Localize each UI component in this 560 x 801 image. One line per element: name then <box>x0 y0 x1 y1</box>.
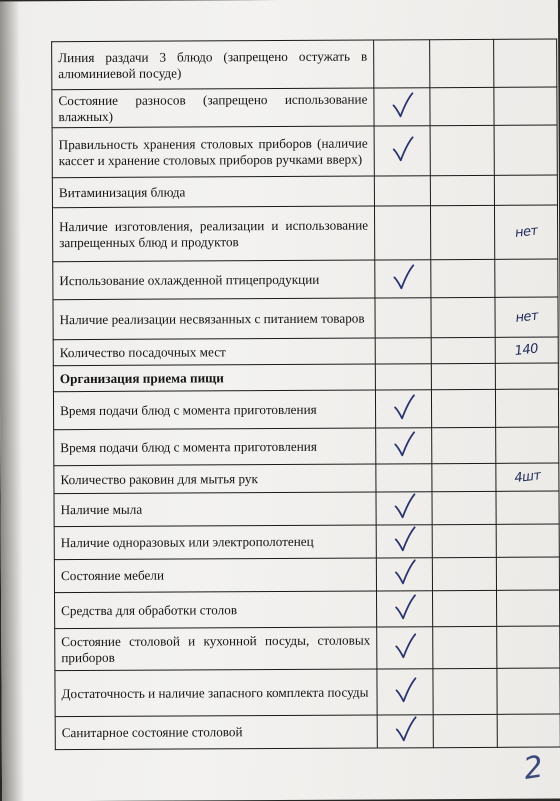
check-cell <box>376 492 432 525</box>
handwritten-note: 4шт <box>513 468 542 487</box>
checkmark-icon <box>392 525 416 553</box>
note-cell <box>494 205 557 259</box>
criterion-label: Количество раковин для мытья рук <box>54 464 376 494</box>
note-cell <box>497 668 560 714</box>
checkmark-icon <box>393 676 417 704</box>
criterion-label: Наличие реализации несвязанных с питанием товаров <box>53 298 375 340</box>
table-row <box>53 389 558 430</box>
criterion-label: Витаминизация блюда <box>52 176 374 208</box>
criterion-label: Санитарное состояние столовой <box>55 715 377 750</box>
note-cell <box>496 491 559 524</box>
criterion-label: Состояние столовой и кухонной посуды, столовых приборов <box>55 627 377 671</box>
criterion-label: Правильность хранения столовых приборов (наличие кассет и хранение столовых приборов ручками вверх) <box>52 126 374 178</box>
page-edge-shadow <box>0 1 24 801</box>
note-cell <box>496 590 559 626</box>
table-row <box>55 714 560 750</box>
checkmark-icon <box>392 430 416 458</box>
note-cell <box>494 39 557 87</box>
check-cell <box>374 126 430 176</box>
note-cell <box>496 427 559 463</box>
criterion-label: Использование охлажденной птицепродукции <box>53 260 375 300</box>
criterion-label: Наличие одноразовых или электрополотенец <box>54 525 376 560</box>
checkmark-icon <box>392 492 416 520</box>
empty-cell <box>430 125 494 175</box>
checklist-table <box>51 39 560 751</box>
check-cell <box>374 206 430 260</box>
empty-cell <box>430 87 494 125</box>
table-row <box>54 491 559 527</box>
note-cell <box>494 87 557 125</box>
criterion-label: Наличие мыла <box>54 492 376 527</box>
checkmark-icon <box>393 632 417 660</box>
check-cell <box>375 390 431 428</box>
checkmark-icon <box>393 715 417 743</box>
note-cell <box>496 463 559 491</box>
note-cell <box>495 389 558 427</box>
empty-cell <box>432 463 496 491</box>
empty-cell <box>431 363 495 389</box>
criterion-label: Достаточность и наличие запасного комплекта посуды <box>55 669 377 717</box>
table-row <box>52 175 557 208</box>
table-row <box>52 87 557 128</box>
criterion-label: Линия раздачи 3 блюдо (запрещено остужать в алюминиевой посуде) <box>52 40 374 90</box>
handwritten-note: нет <box>514 223 539 241</box>
table-row <box>53 259 558 300</box>
check-cell <box>377 669 433 715</box>
check-cell <box>375 260 431 298</box>
criterion-label: Количество посадочных мест <box>53 338 375 366</box>
empty-cell <box>432 524 496 557</box>
empty-cell <box>430 205 494 259</box>
table-row <box>54 557 559 593</box>
empty-cell <box>431 337 495 363</box>
empty-cell <box>433 668 497 714</box>
check-cell <box>376 558 432 591</box>
checkmark-icon <box>390 91 414 119</box>
note-cell <box>494 175 557 205</box>
check-cell <box>376 428 432 464</box>
check-cell <box>375 298 431 338</box>
check-cell <box>377 715 433 748</box>
empty-cell <box>430 175 494 205</box>
table-row <box>52 205 557 262</box>
criterion-label: Время подачи блюд с момента приготовления <box>54 428 376 466</box>
note-cell <box>497 714 560 747</box>
empty-cell <box>430 39 494 87</box>
note-cell <box>495 297 558 337</box>
table-row <box>54 427 559 466</box>
criterion-label: Состояние разносов (запрещено использование влажных) <box>52 88 374 128</box>
empty-cell <box>431 259 495 297</box>
check-cell <box>376 464 432 492</box>
empty-cell <box>433 626 497 668</box>
handwritten-note: нет <box>514 308 539 326</box>
table-row <box>52 39 557 90</box>
section-header-row <box>53 363 558 392</box>
note-cell <box>495 363 558 389</box>
table-row <box>54 524 559 560</box>
checkmark-icon <box>390 135 414 163</box>
check-cell <box>377 591 433 627</box>
check-cell <box>375 338 431 364</box>
table-row <box>55 626 560 671</box>
section-title: Организация приема пищи <box>53 364 375 392</box>
check-cell <box>374 88 430 126</box>
page-number: 2 <box>521 749 546 787</box>
check-cell <box>375 364 431 390</box>
empty-cell <box>433 590 497 626</box>
table-row <box>53 337 558 366</box>
table-row <box>52 125 557 178</box>
checkmark-icon <box>392 558 416 586</box>
criterion-label: Время подачи блюд с момента приготовления <box>53 390 375 430</box>
note-cell <box>497 626 560 668</box>
checkmark-icon <box>391 263 415 291</box>
checkmark-icon <box>391 393 415 421</box>
check-cell <box>377 627 433 669</box>
empty-cell <box>431 297 495 337</box>
table-row <box>54 463 559 494</box>
check-cell <box>374 40 430 88</box>
empty-cell <box>432 427 496 463</box>
criterion-label: Наличие изготовления, реализации и использование запрещенных блюд и продуктов <box>52 206 374 262</box>
check-cell <box>374 176 430 206</box>
empty-cell <box>433 714 497 747</box>
note-cell <box>496 524 559 557</box>
table-row <box>55 590 560 629</box>
note-cell <box>495 259 558 297</box>
criterion-label: Средства для обработки столов <box>55 591 377 629</box>
note-cell <box>495 337 558 363</box>
check-cell <box>376 525 432 558</box>
criterion-label: Состояние мебели <box>54 558 376 593</box>
empty-cell <box>431 389 495 427</box>
handwritten-note: 140 <box>514 341 540 359</box>
checkmark-icon <box>393 593 417 621</box>
table-row <box>53 297 558 340</box>
table-row <box>55 668 560 717</box>
empty-cell <box>432 491 496 524</box>
note-cell <box>494 125 557 175</box>
empty-cell <box>432 557 496 590</box>
note-cell <box>496 557 559 590</box>
